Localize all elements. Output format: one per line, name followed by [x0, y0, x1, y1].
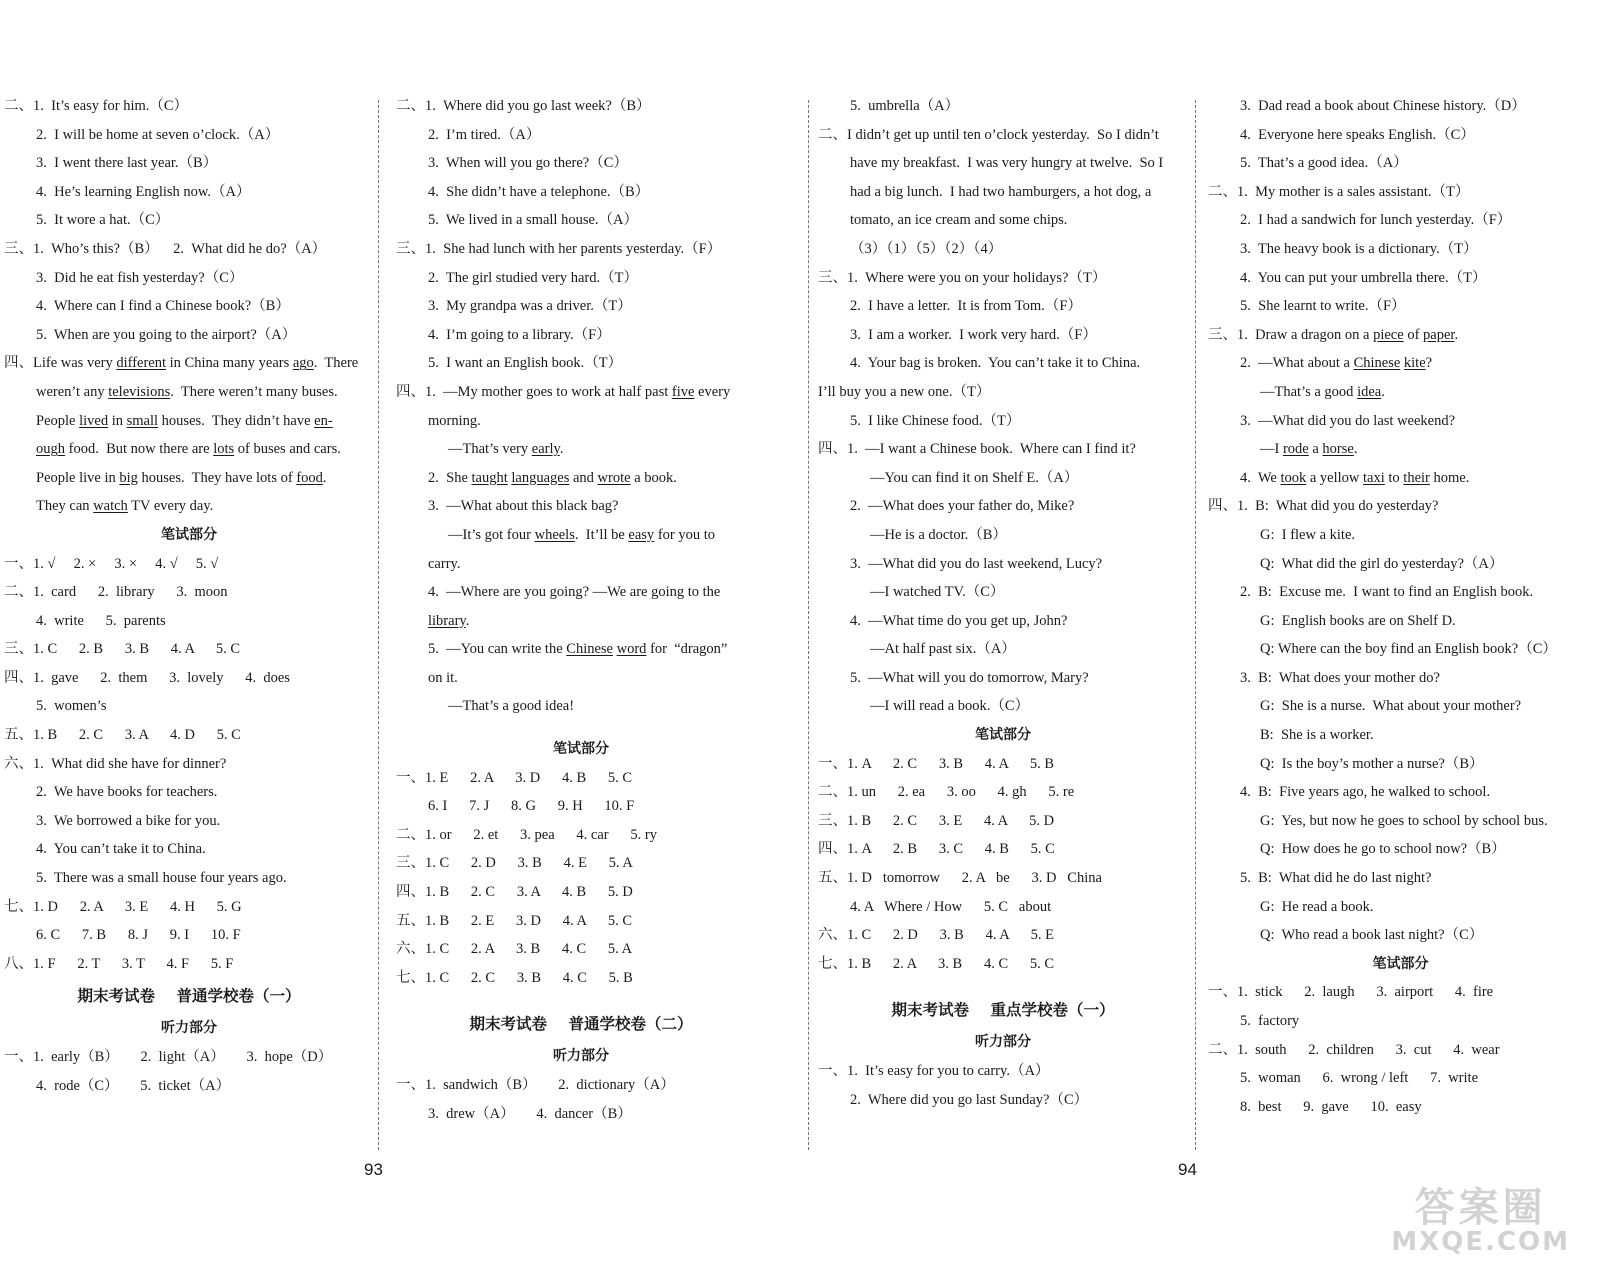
answer-line: 2. I had a sandwich for lunch yesterday.（F）	[1240, 212, 1512, 229]
watermark-logo	[1391, 1184, 1570, 1257]
answer-line: 七、1. B 2. A 3. B 4. C 5. C	[818, 955, 1055, 972]
answer-line: 3. When will you go there?（C）	[428, 155, 628, 172]
page-fold-divider	[808, 100, 809, 1150]
answer-line: 六、1. What did she have for dinner?	[4, 755, 227, 772]
answer-line: 5. umbrella（A）	[850, 98, 960, 114]
answer-line: 四、1. A 2. B 3. C 4. B 5. C	[818, 841, 1055, 858]
answer-line: —He is a doctor.（B）	[870, 526, 1007, 543]
answer-line: 5. She learnt to write.（F）	[1240, 298, 1406, 315]
answer-line: 三、1. C 2. D 3. B 4. E 5. A	[396, 855, 633, 872]
answer-line: 二、1. or 2. et 3. pea 4. car 5. ry	[396, 826, 657, 843]
answer-line: 三、1. B 2. C 3. E 4. A 5. D	[818, 812, 1055, 829]
answer-line: library.	[428, 612, 470, 629]
underlined-answer: kite	[1403, 355, 1426, 372]
underlined-answer: ago	[292, 355, 314, 372]
answer-line: 5. I like Chinese food.（T）	[850, 412, 1021, 429]
answer-line: ough food. But now there are lots of buses and cars.	[36, 441, 341, 458]
answer-line: 二、1. It’s easy for him.（C）	[4, 98, 189, 114]
answer-line: —I will read a book.（C）	[870, 698, 1030, 715]
column-2	[396, 92, 766, 1152]
answer-line: I’ll buy you a new one.（T）	[818, 383, 991, 400]
answer-line: 一、1. stick 2. laugh 3. airport 4. fire	[1208, 984, 1494, 1001]
answer-line: 一、1. √ 2. × 3. × 4. √ 5. √	[4, 555, 219, 572]
answer-line: weren’t any televisions. There weren’t many buses.	[36, 383, 338, 400]
section-heading: 期末考试卷 重点学校卷（一）	[891, 1001, 1115, 1020]
answer-line: 3. I went there last year.（B）	[36, 155, 218, 172]
answer-line	[818, 978, 1188, 992]
underlined-answer: different	[116, 355, 166, 372]
answer-line: 5. That’s a good idea.（A）	[1240, 155, 1408, 172]
answer-line: —It’s got four wheels. It’ll be easy for you to	[448, 526, 715, 543]
underlined-answer: lived	[79, 412, 109, 429]
answer-line: 5. I want an English book.（T）	[428, 355, 623, 372]
answer-line: 一、1. A 2. C 3. B 4. A 5. B	[818, 755, 1055, 772]
answer-line: 五、1. D tomorrow 2. A be 3. D China	[818, 870, 1102, 887]
answer-line: 四、1. gave 2. them 3. lovely 4. does	[4, 669, 290, 686]
answer-line: 3. Dad read a book about Chinese history.（D）	[1240, 98, 1526, 114]
answer-line: 4. rode（C） 5. ticket（A）	[36, 1077, 231, 1094]
underlined-answer: ough	[36, 441, 65, 458]
underlined-answer: five	[671, 383, 695, 400]
answer-line: 2. We have books for teachers.	[36, 784, 218, 801]
answer-line: —At half past six.（A）	[870, 641, 1016, 658]
underlined-answer: taxi	[1363, 469, 1385, 486]
answer-line: G: Yes, but now he goes to school by school bus.	[1260, 812, 1548, 829]
answer-line: 二、1. card 2. library 3. moon	[4, 584, 228, 601]
answer-line: 4. He’s learning English now.（A）	[36, 183, 251, 200]
answer-line: —I rode a horse.	[1260, 441, 1358, 458]
answer-line: 4. I’m going to a library.（F）	[428, 326, 611, 343]
answer-line: 2. I have a letter. It is from Tom.（F）	[850, 298, 1082, 315]
answer-line: 八、1. F 2. T 3. T 4. F 5. F	[4, 955, 234, 972]
answer-line: 4. Where can I find a Chinese book?（B）	[36, 298, 290, 315]
answer-line: 5. B: What did he do last night?	[1240, 870, 1432, 887]
answer-line: G: English books are on Shelf D.	[1260, 612, 1456, 629]
answer-line: They can watch TV every day.	[36, 498, 214, 515]
answer-line: have my breakfast. I was very hungry at twelve. So I	[850, 155, 1164, 172]
underlined-answer: horse	[1322, 441, 1354, 458]
answer-line: 三、1. Who’s this?（B） 2. What did he do?（A）	[4, 240, 327, 257]
answer-line: 5. —You can write the Chinese word for “dragon”	[428, 641, 728, 658]
answer-line: 2. —What does your father do, Mike?	[850, 498, 1075, 515]
answer-line: 3. B: What does your mother do?	[1240, 669, 1440, 686]
answer-line: 5. woman 6. wrong / left 7. write	[1240, 1070, 1479, 1087]
answer-line: 五、1. B 2. C 3. A 4. D 5. C	[4, 727, 241, 744]
answer-line: 3. We borrowed a bike for you.	[36, 812, 221, 829]
answer-line: 七、1. C 2. C 3. B 4. C 5. B	[396, 969, 633, 986]
answer-line: 一、1. early（B） 2. light（A） 3. hope（D）	[4, 1049, 333, 1065]
answer-line: 七、1. D 2. A 3. E 4. H 5. G	[4, 898, 242, 915]
underlined-answer: Chinese	[566, 641, 613, 658]
answer-line: 一、1. E 2. A 3. D 4. B 5. C	[396, 769, 633, 786]
answer-line: 四、Life was very different in China many years ago. There	[4, 355, 359, 372]
column-divider	[378, 100, 379, 1150]
answer-line: 4. Your bag is broken. You can’t take it to China.	[850, 355, 1141, 372]
answer-line: 四、1. B 2. C 3. A 4. B 5. D	[396, 884, 633, 901]
answer-line: Q: Where can the boy find an English book?（C）	[1260, 641, 1557, 658]
answer-line: 6. C 7. B 8. J 9. I 10. F	[36, 927, 241, 944]
underlined-answer: small	[126, 412, 159, 429]
subsection-heading: 听力部分	[553, 1048, 609, 1065]
answer-line: Q: What did the girl do yesterday?（A）	[1260, 555, 1504, 572]
answer-line: 三、1. C 2. B 3. B 4. A 5. C	[4, 641, 241, 658]
answer-line: 四、1. —I want a Chinese book. Where can I find it?	[818, 441, 1136, 458]
answer-line: 4. She didn’t have a telephone.（B）	[428, 183, 650, 200]
underlined-answer: lots	[213, 441, 235, 458]
answer-line: 3. Did he eat fish yesterday?（C）	[36, 269, 244, 286]
answer-line: 六、1. C 2. A 3. B 4. C 5. A	[396, 941, 633, 958]
underlined-answer: rode	[1282, 441, 1309, 458]
answer-line: —I watched TV.（C）	[870, 584, 1005, 601]
answer-line: 5. It wore a hat.（C）	[36, 212, 170, 229]
underlined-answer: wheels	[534, 526, 575, 543]
page-number-left: 93	[364, 1160, 383, 1179]
answer-line: —You can find it on Shelf E.（A）	[870, 469, 1079, 486]
answer-line: Q: Is the boy’s mother a nurse?（B）	[1260, 755, 1484, 772]
answer-line: 二、1. south 2. children 3. cut 4. wear	[1208, 1041, 1500, 1058]
answer-line: 3. —What about this black bag?	[428, 498, 619, 515]
column-4	[1208, 92, 1593, 1152]
answer-line: 3. —What did you do last weekend?	[1240, 412, 1456, 429]
underlined-answer: wrote	[597, 469, 631, 486]
answer-line: 5. women’s	[36, 698, 107, 715]
answer-line: 一、1. sandwich（B） 2. dictionary（A）	[396, 1077, 675, 1093]
answer-line: —That’s a good idea.	[1260, 383, 1385, 400]
underlined-answer: easy	[628, 526, 655, 543]
answer-line: 3. drew（A） 4. dancer（B）	[428, 1105, 632, 1122]
subsection-heading: 笔试部分	[975, 727, 1031, 744]
answer-line: G: She is a nurse. What about your mother?	[1260, 698, 1522, 715]
answer-line: 六、1. C 2. D 3. B 4. A 5. E	[818, 927, 1055, 944]
answer-line: 2. The girl studied very hard.（T）	[428, 269, 638, 286]
answer-line: tomato, an ice cream and some chips.	[850, 212, 1068, 229]
underlined-answer: word	[616, 641, 647, 658]
answer-line: 4. Everyone here speaks English.（C）	[1240, 126, 1475, 143]
answer-line: 5. There was a small house four years ago.	[36, 870, 287, 887]
answer-line: 4. —What time do you get up, John?	[850, 612, 1068, 629]
underlined-answer: big	[119, 469, 138, 486]
answer-line: G: I flew a kite.	[1260, 526, 1356, 543]
answer-line: on it.	[428, 669, 458, 686]
answer-line: morning.	[428, 412, 481, 429]
answer-line: 4. We took a yellow taxi to their home.	[1240, 469, 1470, 486]
watermark-url: MXQE.COM	[1391, 1226, 1570, 1257]
answer-line: —That’s a good idea!	[448, 698, 575, 715]
answer-line: （3）（1）（5）（2）（4）	[850, 240, 1003, 257]
subsection-heading: 笔试部分	[1372, 955, 1429, 972]
underlined-answer: early	[531, 441, 560, 458]
answer-line: 二、1. un 2. ea 3. oo 4. gh 5. re	[818, 784, 1075, 801]
underlined-answer: food	[296, 469, 323, 486]
answer-line: 四、1. B: What did you do yesterday?	[1208, 498, 1439, 515]
underlined-answer: their	[1403, 469, 1430, 486]
answer-line: 二、I didn’t get up until ten o’clock yesterday. So I didn’t	[818, 126, 1159, 143]
answer-line: 4. You can’t take it to China.	[36, 841, 206, 858]
underlined-answer: library	[428, 612, 466, 629]
column-divider	[1195, 100, 1196, 1150]
underlined-answer: watch	[93, 498, 128, 515]
answer-line: 2. —What about a Chinese kite?	[1240, 355, 1433, 372]
answer-line: 2. Where did you go last Sunday?（C）	[850, 1091, 1089, 1108]
answer-line: 2. B: Excuse me. I want to find an English book.	[1240, 584, 1534, 601]
underlined-answer: Chinese	[1353, 355, 1401, 372]
section-heading: 期末考试卷 普通学校卷（二）	[469, 1015, 693, 1034]
column-1	[4, 92, 374, 1152]
answer-line: People live in big houses. They have lots of food.	[36, 469, 327, 486]
underlined-answer: languages	[511, 469, 570, 486]
answer-line: 五、1. B 2. E 3. D 4. A 5. C	[396, 912, 633, 929]
watermark-text: 答案圈	[1414, 1184, 1547, 1231]
answer-line: —That’s very early.	[448, 441, 564, 458]
answer-line: 8. best 9. gave 10. easy	[1240, 1098, 1422, 1115]
underlined-answer: paper	[1423, 326, 1455, 343]
subsection-heading: 笔试部分	[553, 741, 609, 758]
answer-line	[396, 721, 766, 735]
answer-line: Q: How does he go to school now?（B）	[1260, 841, 1506, 858]
answer-line: had a big lunch. I had two hamburgers, a hot dog, a	[850, 183, 1152, 200]
answer-line: 2. I’m tired.（A）	[428, 126, 541, 143]
answer-line: B: She is a worker.	[1260, 727, 1374, 744]
answer-line: 2. I will be home at seven o’clock.（A）	[36, 126, 280, 143]
answer-line: 4. write 5. parents	[36, 612, 166, 629]
underlined-answer: televisions	[108, 383, 171, 400]
answer-line	[396, 992, 766, 1006]
underlined-answer: piece	[1373, 326, 1404, 343]
answer-line: 一、1. It’s easy for you to carry.（A）	[818, 1063, 1050, 1079]
answer-line: 5. When are you going to the airport?（A）	[36, 326, 297, 343]
answer-line: 5. —What will you do tomorrow, Mary?	[850, 669, 1089, 686]
answer-line: 5. factory	[1240, 1013, 1300, 1029]
answer-line: People lived in small houses. They didn’t have en-	[36, 412, 333, 429]
section-heading: 期末考试卷 普通学校卷（一）	[77, 987, 301, 1006]
answer-line: G: He read a book.	[1260, 898, 1374, 915]
answer-line: 4. A Where / How 5. C about	[850, 898, 1052, 915]
answer-line: 3. —What did you do last weekend, Lucy?	[850, 555, 1103, 572]
column-3	[818, 92, 1188, 1152]
answer-line: 四、1. —My mother goes to work at half past five every	[396, 383, 731, 400]
answer-line: 二、1. My mother is a sales assistant.（T）	[1208, 183, 1470, 200]
underlined-answer: took	[1280, 469, 1307, 486]
answer-line: 4. —Where are you going? —We are going to the	[428, 584, 721, 601]
answer-line: 三、1. Draw a dragon on a piece of paper.	[1208, 326, 1459, 343]
answer-line: 3. The heavy book is a dictionary.（T）	[1240, 240, 1478, 257]
answer-line: 二、1. Where did you go last week?（B）	[396, 98, 651, 114]
answer-line: 4. You can put your umbrella there.（T）	[1240, 269, 1487, 286]
answer-line: 6. I 7. J 8. G 9. H 10. F	[428, 798, 635, 815]
answer-line: carry.	[428, 555, 461, 572]
answer-line: 三、1. Where were you on your holidays?（T）	[818, 269, 1107, 286]
subsection-heading: 听力部分	[161, 1020, 217, 1037]
answer-line: Q: Who read a book last night?（C）	[1260, 927, 1484, 944]
answer-line: 三、1. She had lunch with her parents yesterday.（F）	[396, 240, 722, 257]
answer-line: 3. My grandpa was a driver.（T）	[428, 298, 632, 315]
answer-line: 3. I am a worker. I work very hard.（F）	[850, 326, 1097, 343]
subsection-heading: 听力部分	[975, 1034, 1031, 1051]
page-number-right: 94	[1178, 1160, 1197, 1179]
underlined-answer: taught	[471, 469, 508, 486]
subsection-heading: 笔试部分	[161, 526, 217, 543]
answer-line: 4. B: Five years ago, he walked to school.	[1240, 784, 1491, 801]
underlined-answer: en-	[314, 412, 333, 429]
answer-line: 5. We lived in a small house.（A）	[428, 212, 638, 229]
answer-line: 2. She taught languages and wrote a book.	[428, 469, 677, 486]
underlined-answer: idea	[1357, 383, 1382, 400]
